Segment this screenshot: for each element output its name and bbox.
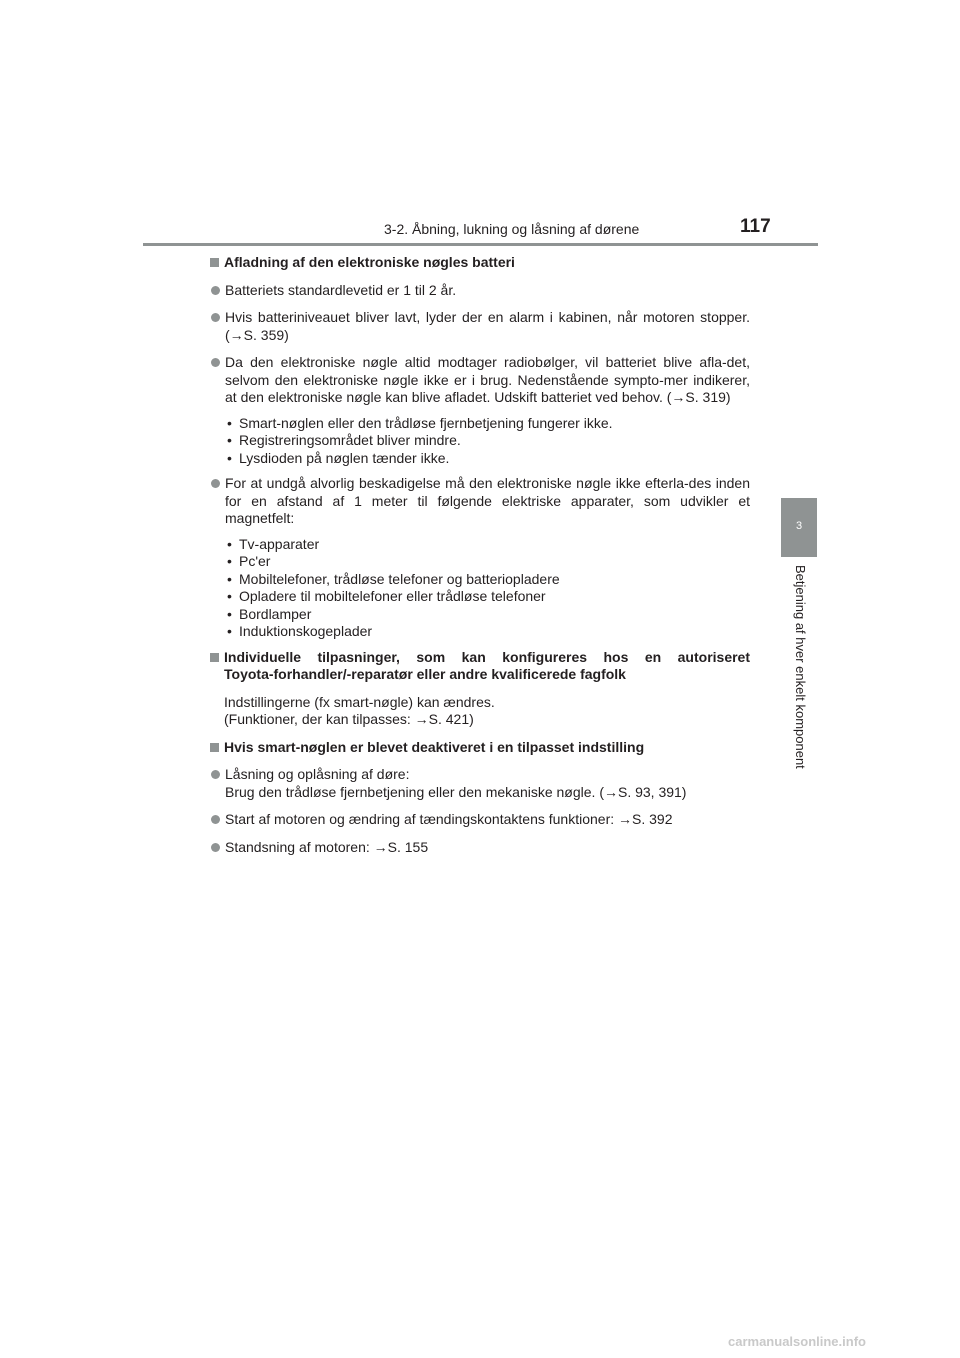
dot-bullet-icon: • bbox=[227, 414, 232, 431]
list-item bbox=[225, 415, 750, 433]
list-item bbox=[225, 536, 750, 554]
bullet-text: Standsning af motoren: →S. 155 bbox=[225, 838, 429, 855]
list-item bbox=[225, 432, 750, 450]
note-text-line2: (Funktioner, der kan tilpasses: →S. 421) bbox=[224, 711, 474, 727]
page-number: 117 bbox=[740, 216, 771, 237]
bullet-text-line1: Låsning og oplåsning af døre: bbox=[225, 766, 410, 782]
list-item bbox=[225, 571, 750, 589]
customization-note bbox=[210, 694, 750, 729]
dot-bullet-icon: • bbox=[227, 449, 232, 466]
list-item-text: Tv-apparater bbox=[239, 535, 320, 552]
symptom-list bbox=[225, 415, 750, 468]
dot-bullet-icon: • bbox=[227, 432, 232, 448]
round-bullet-icon bbox=[211, 286, 220, 295]
bullet-text: Da den elektroniske nøgle altid modtager radiobølger, vil batteriet blive afla-det, selvom den elektroniske nøgle ikke er i brug. Nedenstående sympto-mer indikerer, at den elektroniske nøgle kan blive afladet. Udskift batteriet ved behov. (→S. 319) bbox=[225, 354, 750, 405]
heading-text-line2: Toyota-forhandler/-reparatør eller andre kvalificerede fagfolk bbox=[224, 666, 626, 682]
list-item bbox=[225, 623, 750, 641]
bullet-item bbox=[210, 839, 750, 857]
bullet-text: Batteriets standardlevetid er 1 til 2 år. bbox=[225, 281, 457, 298]
watermark: carmanualsonline.info bbox=[728, 1334, 866, 1349]
bullet-item bbox=[210, 282, 750, 300]
list-item-text: Smart-nøglen eller den trådløse fjernbetjening fungerer ikke. bbox=[239, 414, 613, 431]
bullet-item bbox=[210, 309, 750, 344]
round-bullet-icon bbox=[211, 770, 220, 779]
chapter-side-title: Betjening af hver enkelt komponent bbox=[793, 565, 808, 769]
bullet-text: Hvis batteriniveauet bliver lavt, lyder der en alarm i kabinen, når motoren stopper. (→S. 359) bbox=[225, 309, 750, 343]
list-item-text: Induktionskogeplader bbox=[239, 623, 373, 639]
square-bullet-icon bbox=[210, 653, 219, 662]
heading-text: Hvis smart-nøglen er blevet deaktiveret i en tilpasset indstilling bbox=[224, 738, 645, 755]
bullet-item bbox=[210, 766, 750, 801]
section-heading-battery bbox=[210, 254, 750, 272]
heading-text: Afladning af den elektroniske nøgles batteri bbox=[224, 254, 515, 270]
square-bullet-icon bbox=[210, 743, 219, 752]
list-item bbox=[225, 606, 750, 624]
section-heading-deactivated bbox=[210, 739, 750, 757]
section-heading-customization bbox=[210, 649, 750, 684]
chapter-tab-number: 3 bbox=[795, 520, 803, 532]
round-bullet-icon bbox=[211, 313, 220, 322]
bullet-text-line2: Brug den trådløse fjernbetjening eller den mekaniske nøgle. (→S. 93, 391) bbox=[225, 783, 687, 800]
list-item-text: Opladere til mobiltelefoner eller trådløse telefoner bbox=[239, 588, 546, 604]
appliance-list bbox=[225, 536, 750, 641]
round-bullet-icon bbox=[211, 815, 220, 824]
dot-bullet-icon: • bbox=[227, 588, 232, 604]
list-item bbox=[225, 588, 750, 606]
header-divider bbox=[143, 243, 818, 246]
dot-bullet-icon: • bbox=[227, 605, 232, 622]
bullet-text: For at undgå alvorlig beskadigelse må den elektroniske nøgle ikke efterla-des inden for en afstand af 1 meter til følgende elektriske apparater, som udvikler et magnetfelt: bbox=[225, 475, 750, 526]
list-item bbox=[225, 450, 750, 468]
dot-bullet-icon: • bbox=[227, 623, 232, 639]
round-bullet-icon bbox=[211, 843, 220, 852]
dot-bullet-icon: • bbox=[227, 553, 232, 569]
list-item-text: Pc'er bbox=[239, 553, 271, 569]
note-text-line1: Indstillingerne (fx smart-nøgle) kan ændres. bbox=[224, 693, 495, 710]
running-header-title: 3-2. Åbning, lukning og låsning af dørene bbox=[384, 221, 640, 237]
list-item-text: Mobiltelefoner, trådløse telefoner og batteriopladere bbox=[239, 570, 560, 587]
list-item-text: Lysdioden på nøglen tænder ikke. bbox=[239, 449, 450, 466]
bullet-text: Start af motoren og ændring af tændingskontaktens funktioner: →S. 392 bbox=[225, 811, 673, 827]
bullet-item bbox=[210, 475, 750, 528]
round-bullet-icon bbox=[211, 358, 220, 367]
bullet-item bbox=[210, 811, 750, 829]
dot-bullet-icon: • bbox=[227, 570, 232, 587]
page-content bbox=[210, 254, 750, 866]
list-item-text: Bordlamper bbox=[239, 605, 312, 622]
chapter-tab bbox=[781, 498, 817, 557]
heading-text-line1: Individuelle tilpasninger, som kan konfigureres hos en autoriseret bbox=[224, 648, 750, 665]
round-bullet-icon bbox=[211, 479, 220, 488]
square-bullet-icon bbox=[210, 258, 219, 267]
bullet-item bbox=[210, 354, 750, 407]
list-item-text: Registreringsområdet bliver mindre. bbox=[239, 432, 461, 448]
list-item bbox=[225, 553, 750, 571]
dot-bullet-icon: • bbox=[227, 535, 232, 552]
